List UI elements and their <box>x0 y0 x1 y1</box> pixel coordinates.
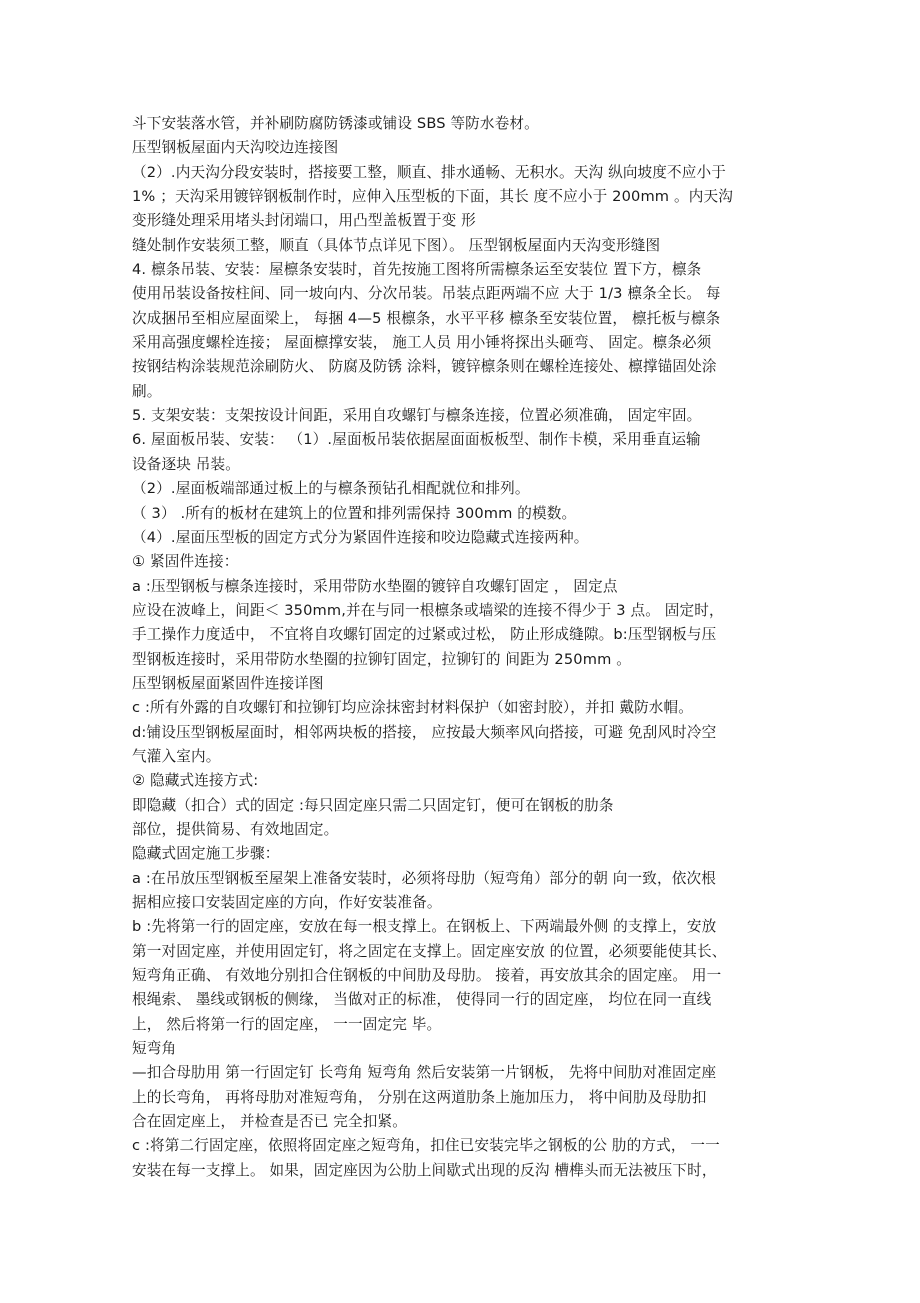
text-line-38: 上， 然后将第一行的固定座， 一一固定完 毕。 <box>132 1015 442 1033</box>
figure-caption-fastener-detail: 压型钢板屋面紧固件连接详图 <box>132 674 324 692</box>
text-line-9: 次成捆吊至相应屋面梁上， 每捆 4—5 根檩条，水平平移 檩条至安装位置， 檩托板与檩条 <box>132 309 721 327</box>
text-line-41: 上的长弯角， 再将母肋对准短弯角， 分别在这两道肋条上施加压力， 将中间肋及母肋扣 <box>132 1088 707 1106</box>
text-line-37: 根绳索、 墨线或钢板的侧缘， 当做对正的标准， 使得同一行的固定座， 均位在同一直线 <box>132 991 712 1009</box>
text-line-10: 采用高强度螺栓连接； 屋面檩撑安装， 施工人员 用小锤将探出头砸弯、 固定。檩条必须 <box>132 334 712 352</box>
text-line-32: a :在吊放压型钢板至屋架上准备安装时，必须将母肋（短弯角）部分的朝 向一致，依次根 <box>132 869 717 887</box>
text-line-11: 按钢结构涂装规范涂刷防火、 防腐及防锈 涂料，镀锌檩条则在螺栓连接处、檩撑锚固处涂 <box>132 358 717 376</box>
text-line-18: （4）.屋面压型板的固定方式分为紧固件连接和咬边隐藏式连接两种。 <box>132 528 589 546</box>
text-line-43: c :将第二行固定座，依照将固定座之短弯角，扣住已安装完毕之钢板的公 肋的方式， 一一 <box>132 1137 720 1155</box>
text-line-33: 据相应接口安装固定座的方向，作好安装准备。 <box>132 894 442 911</box>
text-line-34: b :先将第一行的固定座，安放在每一根支撑上。在钢板上、下两端最外侧 的支撑上，安放 <box>132 918 717 936</box>
document-body <box>132 112 792 1183</box>
text-line-42: 合在固定座上， 并检查是否已 完全扣紧。 <box>132 1113 407 1131</box>
text-line-20: a :压型钢板与檩条连接时，采用带防水垫圈的镀锌自攻螺钉固定 ， 固定点 <box>132 577 618 595</box>
text-line-7: 4. 檩条吊装、安装：屋檩条安装时，首先按施工图将所需檩条运至安装位 置下方，檩条 <box>132 261 702 279</box>
section-heading-fastener: ① 紧固件连接： <box>132 553 239 571</box>
text-line-21: 应设在波峰上，间距＜ 350mm,并在与同一根檩条或墙梁的连接不得少于 3 点。 固定时， <box>132 601 724 619</box>
text-line-26: d:铺设压型钢板屋面时，相邻两块板的搭接， 应按最大频率风向搭接，可避 免刮风时冷空 <box>132 723 717 741</box>
text-line-6: 缝处制作安装须工整，顺直（具体节点详见下图）。 压型钢板屋面内天沟变形缝图 <box>132 236 661 254</box>
text-line-23: 型钢板连接时，采用带防水垫圈的拉铆钉固定，拉铆钉的 间距为 250mm 。 <box>132 650 631 668</box>
figure-caption-inner-gutter-seam: 压型钢板屋面内天沟咬边连接图 <box>132 139 339 157</box>
text-line-35: 第一对固定座，并使用固定钉，将之固定在支撑上。固定座安放 的位置，必须要能使其长、 <box>132 942 727 960</box>
figure-label-short-bend: 短弯角 <box>132 1040 177 1058</box>
text-line-13: 5. 支架安装：支架按设计间距，采用自攻螺钉与檩条连接，位置必须准确， 固定牢固。 <box>132 407 702 425</box>
text-line-4: 1% ；天沟采用镀锌钢板制作时，应伸入压型板的下面，其长 度不应小于 200mm 。内天沟 <box>132 188 733 206</box>
text-line-3: （2）.内天沟分段安装时，搭接要工整，顺直、排水通畅、无积水。天沟 纵向坡度不应小于 <box>132 163 727 181</box>
text-line-15: 设备逐块 吊装。 <box>132 455 240 473</box>
text-line-16: （2）.屋面板端部通过板上的与檩条预钻孔相配就位和排列。 <box>132 480 530 498</box>
text-line-8: 使用吊装设备按柱间、同一坡向内、分次吊装。吊装点距两端不应 大于 1/3 檩条全长。 每 <box>132 285 721 303</box>
text-line-40: —扣合母肋用 第一行固定钉 长弯角 短弯角 然后安装第一片钢板， 先将中间肋对准固定座 <box>132 1064 717 1082</box>
section-heading-hidden: ② 隐藏式连接方式: <box>132 772 259 790</box>
text-line-14: 6. 屋面板吊装、安装： （1）.屋面板吊装依据屋面面板板型、制作卡模，采用垂直运输 <box>132 431 701 449</box>
text-line-22: 手工操作力度适中， 不宜将自攻螺钉固定的过紧或过松， 防止形成缝隙。b:压型钢板与压 <box>132 626 717 644</box>
text-line-29: 即隐藏（扣合）式的固定 :每只固定座只需二只固定钉，便可在钢板的肋条 <box>132 796 614 814</box>
text-line-44: 安装在每一支撑上。 如果，固定座因为公肋上间歇式出现的反沟 槽榫头而无法被压下时， <box>132 1161 717 1179</box>
text-line-30: 部位，提供简易、有效地固定。 <box>132 820 339 838</box>
text-line-12: 刷。 <box>132 382 162 400</box>
text-line-25: c :所有外露的自攻螺钉和拉铆钉均应涂抹密封材料保护（如密封胶），并扣 戴防水帽。 <box>132 699 694 717</box>
text-line-27: 气灌入室内。 <box>132 747 221 765</box>
text-line-17: （ 3） .所有的板材在建筑上的位置和排列需保持 300mm 的模数。 <box>132 504 577 522</box>
text-line-1: 斗下安装落水管，并补刷防腐防锈漆或铺设 SBS 等防水卷材。 <box>132 115 539 132</box>
text-line-5: 变形缝处理采用堵头封闭端口，用凸型盖板置于变 形 <box>132 212 476 230</box>
text-line-36: 短弯角正确、 有效地分别扣合住钢板的中间肋及母肋。 接着，再安放其余的固定座。 用一 <box>132 967 722 985</box>
text-line-31: 隐藏式固定施工步骤： <box>132 845 280 863</box>
